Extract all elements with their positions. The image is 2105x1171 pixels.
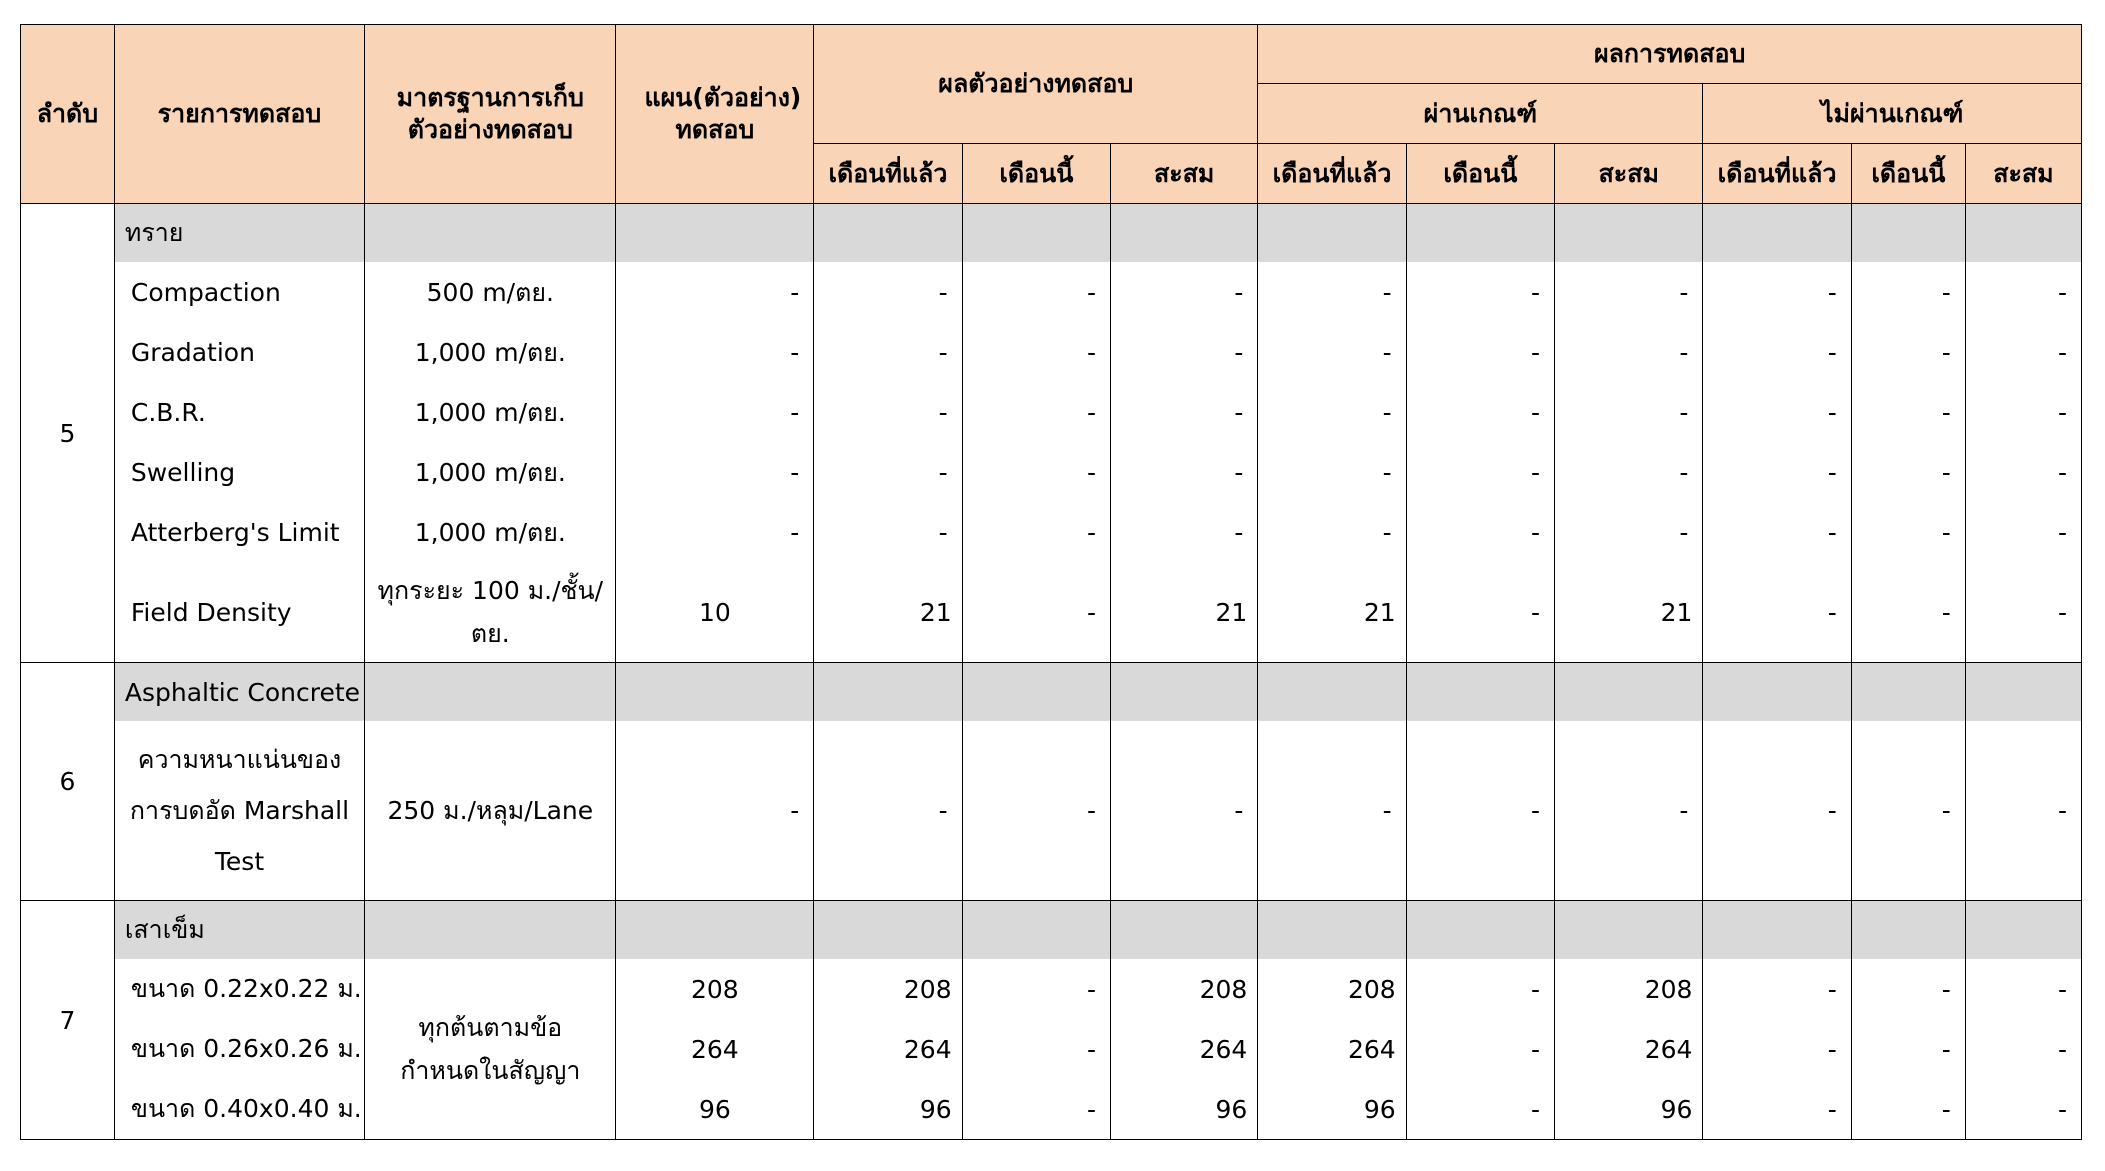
plan-value: -	[616, 442, 814, 502]
header-item: รายการทดสอบ	[114, 25, 364, 204]
table-row	[21, 562, 2082, 663]
category-fill-cell	[1406, 663, 1554, 722]
fail-this-month-value: -	[1851, 442, 1965, 502]
category-fill-cell	[1555, 663, 1703, 722]
plan-value: -	[616, 721, 814, 901]
fail-cumulative-value: -	[1965, 721, 2081, 901]
sample-cumulative-value: -	[1110, 442, 1257, 502]
pass-cumulative-value: 96	[1555, 1079, 1703, 1140]
table-row	[21, 721, 2082, 901]
sample-cumulative-value: 21	[1110, 562, 1257, 663]
sample-last-month-value: -	[814, 322, 962, 382]
pass-last-month-value: -	[1258, 442, 1406, 502]
sample-cumulative-value: -	[1110, 322, 1257, 382]
sample-cumulative-value: 264	[1110, 1019, 1257, 1079]
category-fill-cell	[1851, 663, 1965, 722]
pass-this-month-value: -	[1406, 442, 1554, 502]
fail-this-month-value: -	[1851, 502, 1965, 562]
category-fill-cell	[814, 204, 962, 263]
pass-cumulative-value: 21	[1555, 562, 1703, 663]
category-label: ทราย	[114, 204, 364, 263]
header-fail-cumulative: สะสม	[1965, 144, 2081, 204]
fail-cumulative-value: -	[1965, 262, 2081, 322]
header-fail-last-month: เดือนที่แล้ว	[1703, 144, 1851, 204]
sampling-standard: ทุกต้นตามข้อกำหนดในสัญญา	[365, 959, 616, 1140]
sampling-standard: 250 ม./หลุม/Lane	[365, 721, 616, 901]
table-row	[21, 262, 2082, 322]
sampling-standard: 1,000 m/ตย.	[365, 442, 616, 502]
pass-cumulative-value: -	[1555, 322, 1703, 382]
category-label: เสาเข็ม	[114, 901, 364, 960]
pass-last-month-value: 208	[1258, 959, 1406, 1019]
header-test-results: ผลการทดสอบ	[1258, 25, 2082, 84]
sampling-standard: 500 m/ตย.	[365, 262, 616, 322]
category-fill-cell	[1965, 663, 2081, 722]
category-fill-cell	[365, 901, 616, 960]
fail-last-month-value: -	[1703, 1079, 1851, 1140]
pass-this-month-value: -	[1406, 1019, 1554, 1079]
sample-last-month-value: -	[814, 442, 962, 502]
table-row	[21, 442, 2082, 502]
sampling-standard: 1,000 m/ตย.	[365, 382, 616, 442]
fail-this-month-value: -	[1851, 1079, 1965, 1140]
pass-this-month-value: -	[1406, 1079, 1554, 1140]
fail-cumulative-value: -	[1965, 1079, 2081, 1140]
category-fill-cell	[365, 204, 616, 263]
table-body	[21, 204, 2082, 1140]
fail-last-month-value: -	[1703, 442, 1851, 502]
pass-this-month-value: -	[1406, 721, 1554, 901]
category-row	[21, 663, 2082, 722]
sample-this-month-value: -	[962, 1019, 1110, 1079]
sample-cumulative-value: 96	[1110, 1079, 1257, 1140]
test-item: C.B.R.	[114, 382, 364, 442]
sample-cumulative-value: -	[1110, 262, 1257, 322]
test-item: Atterberg's Limit	[114, 502, 364, 562]
pass-last-month-value: 264	[1258, 1019, 1406, 1079]
pass-last-month-value: -	[1258, 262, 1406, 322]
category-fill-cell	[1555, 901, 1703, 960]
fail-cumulative-value: -	[1965, 382, 2081, 442]
pass-this-month-value: -	[1406, 502, 1554, 562]
sample-this-month-value: -	[962, 959, 1110, 1019]
pass-last-month-value: -	[1258, 721, 1406, 901]
plan-value: -	[616, 262, 814, 322]
test-item: Compaction	[114, 262, 364, 322]
fail-cumulative-value: -	[1965, 322, 2081, 382]
sampling-standard: 1,000 m/ตย.	[365, 502, 616, 562]
plan-value: 208	[616, 959, 814, 1019]
sample-this-month-value: -	[962, 262, 1110, 322]
plan-value: 264	[616, 1019, 814, 1079]
category-fill-cell	[616, 663, 814, 722]
pass-last-month-value: -	[1258, 502, 1406, 562]
fail-this-month-value: -	[1851, 322, 1965, 382]
pass-this-month-value: -	[1406, 322, 1554, 382]
pass-cumulative-value: -	[1555, 262, 1703, 322]
pass-last-month-value: -	[1258, 382, 1406, 442]
fail-this-month-value: -	[1851, 959, 1965, 1019]
fail-cumulative-value: -	[1965, 959, 2081, 1019]
category-fill-cell	[365, 663, 616, 722]
sample-this-month-value: -	[962, 562, 1110, 663]
category-fill-cell	[962, 204, 1110, 263]
pass-cumulative-value: 208	[1555, 959, 1703, 1019]
pass-cumulative-value: -	[1555, 442, 1703, 502]
fail-last-month-value: -	[1703, 959, 1851, 1019]
category-fill-cell	[814, 663, 962, 722]
category-fill-cell	[962, 663, 1110, 722]
sample-this-month-value: -	[962, 721, 1110, 901]
test-item: ความหนาแน่นของการบดอัด Marshall Test	[114, 721, 364, 901]
sampling-standard: 1,000 m/ตย.	[365, 322, 616, 382]
table-row	[21, 502, 2082, 562]
fail-last-month-value: -	[1703, 502, 1851, 562]
category-label: Asphaltic Concrete	[114, 663, 364, 722]
header-sample-last-month: เดือนที่แล้ว	[814, 144, 962, 204]
pass-this-month-value: -	[1406, 959, 1554, 1019]
plan-value: -	[616, 382, 814, 442]
test-item: Gradation	[114, 322, 364, 382]
pass-this-month-value: -	[1406, 382, 1554, 442]
category-fill-cell	[1406, 901, 1554, 960]
category-fill-cell	[616, 204, 814, 263]
fail-cumulative-value: -	[1965, 562, 2081, 663]
sample-cumulative-value: -	[1110, 502, 1257, 562]
sample-last-month-value: -	[814, 502, 962, 562]
test-item: Field Density	[114, 562, 364, 663]
fail-cumulative-value: -	[1965, 502, 2081, 562]
header-pass-this-month: เดือนนี้	[1406, 144, 1554, 204]
sample-last-month-value: -	[814, 382, 962, 442]
plan-value: -	[616, 322, 814, 382]
pass-cumulative-value: -	[1555, 382, 1703, 442]
header-plan: แผน(ตัวอย่าง) ทดสอบ	[616, 25, 814, 204]
sample-this-month-value: -	[962, 1079, 1110, 1140]
seq-number: 6	[21, 663, 115, 901]
header-seq: ลำดับ	[21, 25, 115, 204]
test-results-table	[20, 24, 2082, 1140]
table-row	[21, 382, 2082, 442]
category-fill-cell	[1703, 204, 1851, 263]
sample-this-month-value: -	[962, 442, 1110, 502]
pass-last-month-value: 96	[1258, 1079, 1406, 1140]
plan-value: 10	[616, 562, 814, 663]
header-standard: มาตรฐานการเก็บตัวอย่างทดสอบ	[365, 25, 616, 204]
fail-this-month-value: -	[1851, 721, 1965, 901]
fail-last-month-value: -	[1703, 721, 1851, 901]
seq-number: 7	[21, 901, 115, 1140]
header-sample-results: ผลตัวอย่างทดสอบ	[814, 25, 1258, 144]
test-item: ขนาด 0.26x0.26 ม.	[114, 1019, 364, 1079]
sample-last-month-value: 264	[814, 1019, 962, 1079]
plan-value: -	[616, 502, 814, 562]
pass-last-month-value: -	[1258, 322, 1406, 382]
test-item: Swelling	[114, 442, 364, 502]
header-pass: ผ่านเกณฑ์	[1258, 84, 1703, 144]
header-sample-this-month: เดือนนี้	[962, 144, 1110, 204]
fail-cumulative-value: -	[1965, 1019, 2081, 1079]
header-sample-cumulative: สะสม	[1110, 144, 1257, 204]
category-fill-cell	[1110, 901, 1257, 960]
category-fill-cell	[1406, 204, 1554, 263]
sample-cumulative-value: 208	[1110, 959, 1257, 1019]
sample-cumulative-value: -	[1110, 721, 1257, 901]
category-fill-cell	[1703, 663, 1851, 722]
fail-last-month-value: -	[1703, 1019, 1851, 1079]
category-fill-cell	[616, 901, 814, 960]
test-item: ขนาด 0.22x0.22 ม.	[114, 959, 364, 1019]
plan-value: 96	[616, 1079, 814, 1140]
pass-cumulative-value: -	[1555, 721, 1703, 901]
sample-this-month-value: -	[962, 502, 1110, 562]
header-fail: ไม่ผ่านเกณฑ์	[1703, 84, 2082, 144]
fail-last-month-value: -	[1703, 322, 1851, 382]
sampling-standard: ทุกระยะ 100 ม./ชั้น/ตย.	[365, 562, 616, 663]
sample-cumulative-value: -	[1110, 382, 1257, 442]
header-fail-this-month: เดือนนี้	[1851, 144, 1965, 204]
sample-last-month-value: -	[814, 721, 962, 901]
fail-last-month-value: -	[1703, 562, 1851, 663]
sample-this-month-value: -	[962, 322, 1110, 382]
sample-this-month-value: -	[962, 382, 1110, 442]
category-fill-cell	[1110, 663, 1257, 722]
category-fill-cell	[1258, 901, 1406, 960]
pass-cumulative-value: 264	[1555, 1019, 1703, 1079]
category-fill-cell	[1110, 204, 1257, 263]
fail-this-month-value: -	[1851, 562, 1965, 663]
fail-last-month-value: -	[1703, 262, 1851, 322]
category-row	[21, 204, 2082, 263]
header-pass-cumulative: สะสม	[1555, 144, 1703, 204]
fail-this-month-value: -	[1851, 1019, 1965, 1079]
table-row	[21, 1019, 2082, 1079]
category-fill-cell	[1258, 204, 1406, 263]
fail-cumulative-value: -	[1965, 442, 2081, 502]
table-row	[21, 1079, 2082, 1140]
category-fill-cell	[814, 901, 962, 960]
sample-last-month-value: -	[814, 262, 962, 322]
category-row	[21, 901, 2082, 960]
category-fill-cell	[1851, 901, 1965, 960]
fail-this-month-value: -	[1851, 262, 1965, 322]
category-fill-cell	[1555, 204, 1703, 263]
category-fill-cell	[962, 901, 1110, 960]
sample-last-month-value: 208	[814, 959, 962, 1019]
test-item: ขนาด 0.40x0.40 ม.	[114, 1079, 364, 1140]
seq-number: 5	[21, 204, 115, 663]
fail-last-month-value: -	[1703, 382, 1851, 442]
pass-this-month-value: -	[1406, 262, 1554, 322]
pass-cumulative-value: -	[1555, 502, 1703, 562]
category-fill-cell	[1703, 901, 1851, 960]
table-row	[21, 322, 2082, 382]
category-fill-cell	[1965, 901, 2081, 960]
fail-this-month-value: -	[1851, 382, 1965, 442]
header-pass-last-month: เดือนที่แล้ว	[1258, 144, 1406, 204]
sample-last-month-value: 21	[814, 562, 962, 663]
category-fill-cell	[1965, 204, 2081, 263]
table-row	[21, 959, 2082, 1019]
category-fill-cell	[1851, 204, 1965, 263]
pass-this-month-value: -	[1406, 562, 1554, 663]
sample-last-month-value: 96	[814, 1079, 962, 1140]
pass-last-month-value: 21	[1258, 562, 1406, 663]
category-fill-cell	[1258, 663, 1406, 722]
